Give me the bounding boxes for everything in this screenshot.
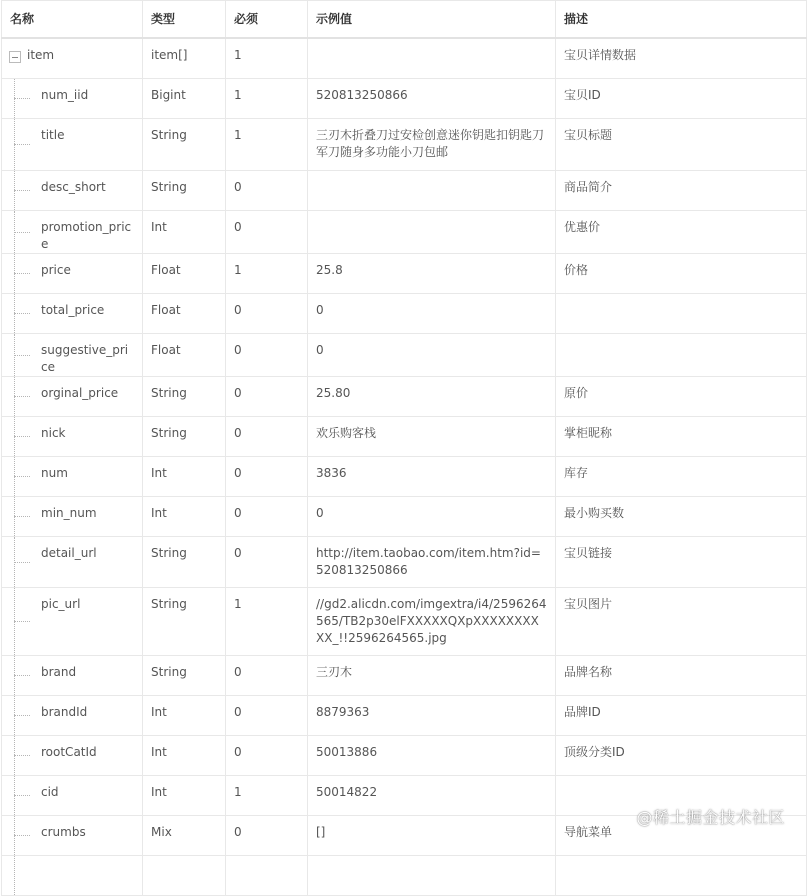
field-example: 520813250866 [308,78,556,118]
field-required: 1 [226,118,308,170]
field-description: 掌柜昵称 [556,416,807,456]
field-example: 三刃木折叠刀过安检创意迷你钥匙扣钥匙刀军刀随身多功能小刀包邮 [308,118,556,170]
field-type: Float [143,253,226,293]
column-header-example: 示例值 [308,1,556,39]
field-name-cell [2,210,143,253]
tree-branch-line [14,313,30,314]
field-description: 优惠价 [556,210,807,253]
field-name: rootCatId [41,744,97,759]
field-type: String [143,376,226,416]
tree-branch-line [14,562,30,563]
field-description: 最小购买数 [556,496,807,536]
field-name: desc_short [41,179,106,194]
tree-branch-line [14,273,30,274]
field-type: Mix [143,815,226,855]
field-required: 0 [226,376,308,416]
field-required: 0 [226,456,308,496]
field-example: 三刃木 [308,655,556,695]
field-required: 0 [226,333,308,376]
field-description: 品牌ID [556,695,807,735]
field-type: String [143,536,226,587]
table-row [2,210,807,253]
field-example: //gd2.alicdn.com/imgextra/i4/2596264565/TB2p30elFXXXXXQXpXXXXXXXXXX_!!2596264565.jpg [308,587,556,655]
field-type: Int [143,210,226,253]
field-name: item [27,48,55,62]
field-name-cell [2,695,143,735]
tree-branch-line [14,675,30,676]
column-header-required: 必须 [226,1,308,39]
field-name-cell [2,170,143,210]
field-name-cell [2,735,143,775]
field-example: 25.80 [308,376,556,416]
field-name: min_num [41,505,97,520]
table-row [2,855,807,895]
field-name: pic_url [41,596,81,611]
field-name: orginal_price [41,385,119,400]
field-type: Int [143,456,226,496]
field-name-cell [2,587,143,655]
table-row [2,78,807,118]
field-name-cell [2,456,143,496]
table-row [2,735,807,775]
field-type: Float [143,333,226,376]
field-name-cell [2,655,143,695]
tree-branch-line [14,835,30,836]
field-required [226,855,308,895]
field-example: 8879363 [308,695,556,735]
field-example: 50014822 [308,775,556,815]
field-name: crumbs [41,824,86,839]
field-name: brand [41,664,77,679]
field-required: 0 [226,695,308,735]
field-name: nick [41,425,66,440]
field-example: 欢乐购客栈 [308,416,556,456]
field-required: 1 [226,587,308,655]
field-name: promotion_price [41,219,132,251]
field-example: 0 [308,293,556,333]
field-name-cell [2,293,143,333]
tree-branch-line [14,856,15,895]
field-description: 顶级分类ID [556,735,807,775]
column-header-name: 名称 [2,1,143,39]
field-description: 宝贝标题 [556,118,807,170]
field-name: title [41,127,65,142]
field-example [308,210,556,253]
table-row [2,293,807,333]
field-type: String [143,655,226,695]
table-row [2,376,807,416]
tree-branch-line [14,476,30,477]
field-type: String [143,416,226,456]
tree-branch-line [14,190,30,191]
field-description: 宝贝图片 [556,587,807,655]
tree-branch-line [14,232,30,233]
table-row [2,655,807,695]
field-example [308,170,556,210]
field-type: String [143,170,226,210]
field-example: 50013886 [308,735,556,775]
field-example [308,855,556,895]
field-type: Int [143,775,226,815]
field-description [556,293,807,333]
api-field-table [1,0,807,896]
column-header-description: 描述 [556,1,807,39]
table-row [2,38,807,78]
field-name-cell [2,78,143,118]
field-required: 0 [226,815,308,855]
field-name-cell [2,376,143,416]
field-example: 3836 [308,456,556,496]
field-description: 品牌名称 [556,655,807,695]
tree-branch-line [14,98,30,99]
table-header-row [2,1,807,39]
field-required: 0 [226,735,308,775]
field-name: price [41,262,71,277]
field-name: brandId [41,704,88,719]
field-example [308,38,556,78]
field-description: 库存 [556,456,807,496]
field-type [143,855,226,895]
table-row [2,118,807,170]
field-name-cell [2,38,143,78]
table-body [2,38,807,895]
field-description [556,333,807,376]
table-row [2,253,807,293]
table-row [2,496,807,536]
field-example: 25.8 [308,253,556,293]
field-required: 0 [226,293,308,333]
watermark-text: @稀土掘金技术社区 [636,808,785,827]
field-type: Int [143,496,226,536]
field-description: 原价 [556,376,807,416]
field-description: 商品简介 [556,170,807,210]
field-name-cell [2,416,143,456]
tree-branch-line [14,144,30,145]
field-required: 0 [226,210,308,253]
table-row [2,536,807,587]
tree-branch-line [14,436,30,437]
tree-branch-line [14,396,30,397]
field-description: 导航菜单 [556,815,807,855]
field-example: http://item.taobao.com/item.htm?id=520813250866 [308,536,556,587]
field-type: Float [143,293,226,333]
field-description [556,855,807,895]
field-example: 0 [308,496,556,536]
field-type: Bigint [143,78,226,118]
tree-branch-line [14,795,30,796]
field-name: suggestive_price [41,342,129,374]
field-example: [] [308,815,556,855]
table-row [2,587,807,655]
field-name: detail_url [41,545,97,560]
tree-branch-line [14,355,30,356]
field-type: String [143,587,226,655]
field-example: 0 [308,333,556,376]
field-required: 1 [226,38,308,78]
field-name: total_price [41,302,105,317]
field-description: 宝贝链接 [556,536,807,587]
field-required: 0 [226,655,308,695]
field-type: Int [143,695,226,735]
field-required: 1 [226,775,308,815]
collapse-icon[interactable] [9,51,21,63]
table-row [2,416,807,456]
table-row [2,333,807,376]
field-type: item[] [143,38,226,78]
column-header-type: 类型 [143,1,226,39]
field-required: 0 [226,496,308,536]
field-name-cell [2,536,143,587]
field-type: Int [143,735,226,775]
field-description: 宝贝详情数据 [556,38,807,78]
field-name-cell [2,815,143,855]
table-row [2,456,807,496]
field-name-cell [2,253,143,293]
field-name-cell [2,118,143,170]
tree-branch-line [14,755,30,756]
field-required: 1 [226,253,308,293]
field-name: num_iid [41,87,89,102]
field-description: 价格 [556,253,807,293]
field-name-cell [2,496,143,536]
field-type: String [143,118,226,170]
field-required: 1 [226,78,308,118]
field-name: num [41,465,68,480]
field-name-cell [2,775,143,815]
field-name: cid [41,784,59,799]
field-name-cell [2,333,143,376]
tree-branch-line [14,715,30,716]
field-description: 宝贝ID [556,78,807,118]
tree-branch-line [14,516,30,517]
field-name-cell [2,855,143,895]
field-required: 0 [226,416,308,456]
table-row [2,170,807,210]
tree-branch-line [14,621,30,622]
table-row [2,695,807,735]
field-required: 0 [226,170,308,210]
field-required: 0 [226,536,308,587]
